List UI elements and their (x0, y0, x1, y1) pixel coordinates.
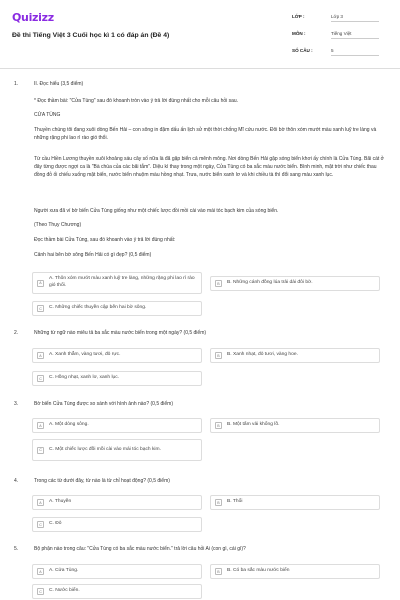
passage-paragraph-2: Từ cầu Hiền Lương thuyền xuôi khoảng sáu cây số nữa là đã gặp biển cả mênh mông. Nơi dòng Bến Hải gặp sóng biển khơi ấy chính là Cửa Tùng. Bãi cát ở đây từng được ngợi ca là "Bà chúa của các bãi tắm". Diệu kì thay trong một ngày, Cửa Tùng có ba sắc màu nước biển. Bình minh, mặt trời như chiếc thau đồng đỏ ối chiếu xuống mặt biển, nước biển nhuộm màu hồng nhạt. Trưa, nước biển xanh lơ và khi chiều tà thì đổi sang màu xanh lục. (34, 156, 384, 178)
option-text: A. Thuyền (49, 499, 72, 505)
worksheet-header (0, 0, 400, 62)
option-c[interactable] (32, 301, 202, 316)
question-number: 3. (14, 401, 19, 407)
meta-subject-value: Tiếng Việt (331, 31, 379, 39)
meta-grade-value: Lớp 3 (331, 14, 379, 22)
question-number: 1. (14, 81, 19, 87)
passage-paragraph-1: Thuyền chúng tôi đang xuôi dòng Bến Hải – con sông in đậm dấu ấn lịch sử một thời chống Mĩ cứu nước. Đôi bờ thôn xóm mướt màu xanh luỹ tre làng và những rặng phi lao rì rào gió thổi. (34, 127, 377, 141)
option-letter: A (37, 568, 44, 575)
question-text: Trong các từ dưới đây, từ nào là từ chỉ hoạt động? (0,5 điểm) (34, 478, 170, 484)
option-a[interactable] (32, 418, 202, 433)
option-letter: A (37, 280, 44, 287)
option-letter: B (215, 422, 222, 429)
page-title: Đề thi Tiếng Việt 3 Cuối học kì 1 có đáp án (Đề 4) (12, 32, 170, 39)
option-letter: A (37, 499, 44, 506)
option-letter: B (215, 499, 222, 506)
option-letter: A (37, 422, 44, 429)
option-c[interactable] (32, 439, 202, 461)
question-number: 5. (14, 546, 19, 552)
option-c[interactable] (32, 517, 202, 532)
passage-title: CỬA TÙNG (34, 112, 61, 118)
option-text: B. Một tấm vải khổng lồ. (227, 422, 280, 428)
meta-subject-label: MÔN : (292, 31, 306, 36)
option-letter: B (215, 568, 222, 575)
option-a[interactable] (32, 348, 202, 363)
meta-count-label: SỐ CÂU : (292, 48, 313, 53)
option-a[interactable] (32, 272, 202, 294)
passage-source: (Theo Thụy Chương) (34, 222, 82, 228)
meta-grade-label: LỚP : (292, 14, 305, 19)
option-b[interactable] (210, 564, 380, 579)
reading-instruction: * Đọc thầm bài: "Cửa Tùng" sau đó khoanh tròn vào ý trả lời đúng nhất cho mỗi câu hỏi sau. (34, 98, 239, 104)
passage-prompt: Đọc thầm bài Cửa Tùng, sau đó khoanh vào ý trả lời đúng nhất: (34, 237, 176, 243)
option-text: C. Đỏ (49, 521, 62, 527)
option-c[interactable] (32, 584, 202, 599)
option-text: A. Xanh thẫm, vàng tươi, đỏ rực. (49, 352, 121, 358)
option-text: B. Xanh nhạt, đỏ tươi, vàng hoe. (227, 352, 298, 358)
option-letter: B (215, 352, 222, 359)
option-text: A. Cửa Tùng. (49, 568, 79, 574)
option-a[interactable] (32, 564, 202, 579)
option-letter: A (37, 352, 44, 359)
option-b[interactable] (210, 348, 380, 363)
question-number: 2. (14, 330, 19, 336)
option-letter: B (215, 280, 222, 287)
option-letter: C (37, 588, 44, 595)
meta-count-value: 5 (331, 48, 379, 56)
option-letter: C (37, 375, 44, 382)
option-letter: C (37, 521, 44, 528)
option-letter: C (37, 447, 44, 454)
option-text: C. Những chiếc thuyền cập bến hai bờ sông. (49, 305, 147, 311)
quizizz-logo: Quizizz (12, 11, 54, 24)
option-text: A. Thôn xóm mướt màu xanh luỹ tre làng, những rặng phi lao rì rào gió thổi. (49, 276, 195, 288)
option-text: B. Thổi (227, 499, 243, 505)
question-text: Những từ ngữ nào miêu tả ba sắc màu nước biển trong một ngày? (0,5 điểm) (34, 330, 207, 336)
question-text: Bộ phận nào trong câu: "Cửa Tùng có ba sắc màu nước biển." trả lời câu hỏi Ai (con gì, cái gì)? (34, 546, 246, 552)
option-letter: C (37, 305, 44, 312)
option-a[interactable] (32, 495, 202, 510)
option-text: C. Một chiếc lược đồi mồi cài vào mái tóc bạch kim. (49, 446, 161, 452)
option-text: B. Có ba sắc màu nước biển (227, 568, 290, 574)
option-b[interactable] (210, 276, 380, 291)
header-divider (0, 68, 400, 69)
passage-paragraph-3: Người xưa đã ví bờ biển Cửa Tùng giống như một chiếc lược đồi mồi cài vào mái tóc bạch kim của sóng biển. (34, 208, 279, 214)
option-b[interactable] (210, 418, 380, 433)
question-text: Cảnh hai bên bờ sông Bến Hải có gì đẹp? (0,5 điểm) (34, 252, 152, 258)
option-c[interactable] (32, 371, 202, 386)
option-b[interactable] (210, 495, 380, 510)
option-text: A. Một dòng sông. (49, 422, 89, 428)
question-heading: II. Đọc hiểu (3,5 điểm) (34, 81, 84, 87)
question-number: 4. (14, 478, 19, 484)
option-text: C. Hồng nhạt, xanh lơ, xanh lục. (49, 375, 120, 381)
option-text: C. Nước biển. (49, 588, 80, 594)
option-text: B. Những cánh đồng lúa trải dài đôi bờ. (227, 280, 313, 286)
question-text: Bờ biển Cửa Tùng được so sánh với hình ảnh nào? (0,5 điểm) (34, 401, 174, 407)
